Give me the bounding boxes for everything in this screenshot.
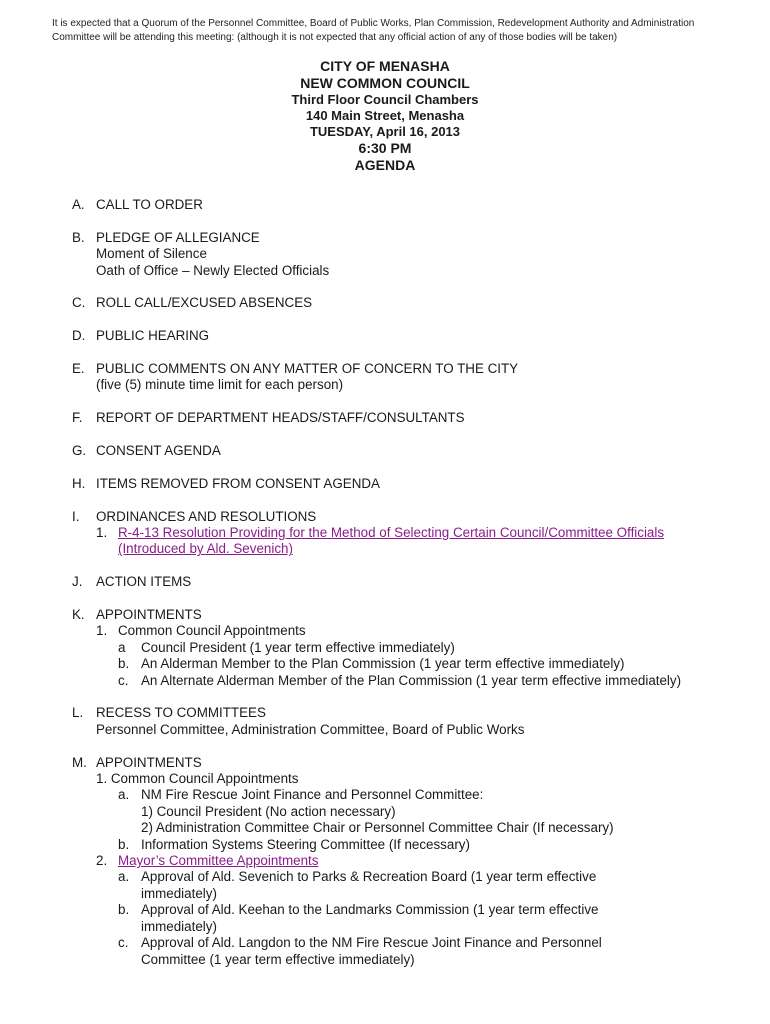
meeting-address: 140 Main Street, Menasha <box>305 108 465 123</box>
section-m <box>72 755 752 968</box>
item-text: An Alternate Alderman Member of the Plan Commission (1 year term effective immediately) <box>141 672 682 688</box>
section-letter: L. <box>72 705 84 721</box>
section-j <box>72 574 752 590</box>
list-item <box>72 656 752 672</box>
section-title: APPOINTMENTS <box>96 607 202 622</box>
section-i <box>72 509 752 558</box>
list-item <box>72 935 752 968</box>
section-title: CALL TO ORDER <box>96 197 203 212</box>
section-letter: C. <box>72 295 86 311</box>
section-letter: I. <box>72 508 80 524</box>
item-letter: a. <box>118 869 130 885</box>
item-text: Approval of Ald. Langdon to the NM Fire Rescue Joint Finance and Personnel Committee (1 year term effective immediately) <box>141 935 602 967</box>
resolution-item <box>72 525 752 558</box>
agenda-list <box>72 197 752 984</box>
mayors-appointments-link[interactable]: Mayor’s Committee Appointments <box>118 853 319 869</box>
agenda-title: AGENDA <box>354 157 416 173</box>
section-l <box>72 705 752 738</box>
item-letter: a <box>118 639 126 655</box>
section-title: REPORT OF DEPARTMENT HEADS/STAFF/CONSULTANTS <box>96 410 465 426</box>
resolution-link[interactable]: R-4-13 Resolution Providing for the Method of Selecting Certain Council/Committee Officials (Introduced by Ald. Sevenich) <box>118 525 665 557</box>
city-name: CITY OF MENASHA <box>320 58 450 74</box>
list-item <box>72 673 752 689</box>
section-b <box>72 230 752 279</box>
list-subitem: 1) Council President (No action necessary) <box>141 803 396 819</box>
section-title: APPOINTMENTS <box>96 754 202 770</box>
list-item <box>72 640 752 656</box>
meeting-date: TUESDAY, April 16, 2013 <box>309 124 461 139</box>
section-letter: A. <box>72 197 85 212</box>
section-title: ROLL CALL/EXCUSED ABSENCES <box>96 295 313 311</box>
section-title: ACTION ITEMS <box>96 574 192 590</box>
item-letter: b. <box>118 656 130 672</box>
item-number: 1. <box>96 623 108 639</box>
item-text: Approval of Ald. Sevenich to Parks & Recreation Board (1 year term effective immediately) <box>141 869 597 901</box>
meeting-location: Third Floor Council Chambers <box>291 92 479 107</box>
section-letter: M. <box>72 754 87 770</box>
section-title: CONSENT AGENDA <box>96 443 221 458</box>
section-letter: E. <box>72 361 85 376</box>
section-letter: H. <box>72 475 86 491</box>
list-item <box>72 902 752 935</box>
list-subitem: 2) Administration Committee Chair or Personnel Committee Chair (If necessary) <box>141 820 614 836</box>
section-line: Oath of Office – Newly Elected Officials <box>96 262 330 278</box>
section-letter: B. <box>72 229 85 245</box>
section-title: ITEMS REMOVED FROM CONSENT AGENDA <box>96 475 380 491</box>
section-letter: G. <box>72 443 87 458</box>
item-text: An Alderman Member to the Plan Commission (1 year term effective immediately) <box>141 656 625 672</box>
section-c <box>72 295 752 311</box>
quorum-notice: It is expected that a Quorum of the Personnel Committee, Board of Public Works, Plan Commission, Redevelopment Authority and Administration Committee will be attending this meeting: (although it is not expected that any official action of any of those bodies will be taken) <box>52 18 695 43</box>
section-d <box>72 328 752 344</box>
council-name: NEW COMMON COUNCIL <box>300 75 470 91</box>
section-title: ORDINANCES AND RESOLUTIONS <box>96 508 317 524</box>
section-title: PUBLIC COMMENTS ON ANY MATTER OF CONCERN TO THE CITY <box>96 361 519 376</box>
item-letter: c. <box>118 935 129 951</box>
section-line: Moment of Silence <box>96 246 207 262</box>
section-f <box>72 410 752 426</box>
section-letter: D. <box>72 328 86 344</box>
item-letter: b. <box>118 836 130 852</box>
item-number: 2. <box>96 853 108 869</box>
item-letter: b. <box>118 902 130 918</box>
section-a <box>72 197 752 213</box>
section-line: Personnel Committee, Administration Committee, Board of Public Works <box>96 721 525 737</box>
section-letter: K. <box>72 607 85 622</box>
list-item <box>72 869 752 902</box>
section-title: PUBLIC HEARING <box>96 328 210 344</box>
item-text: Common Council Appointments <box>118 623 306 639</box>
section-letter: F. <box>72 410 83 426</box>
list-item <box>72 623 752 639</box>
list-item <box>72 787 752 803</box>
section-line: (five (5) minute time limit for each person) <box>96 377 344 393</box>
item-letter: a. <box>118 787 130 803</box>
section-letter: J. <box>72 574 83 590</box>
section-k <box>72 607 752 689</box>
section-title: RECESS TO COMMITTEES <box>96 705 266 721</box>
section-g <box>72 443 752 459</box>
section-title: PLEDGE OF ALLEGIANCE <box>96 229 260 245</box>
list-item: 1. Common Council Appointments <box>96 771 299 787</box>
section-h <box>72 476 752 492</box>
item-letter: c. <box>118 672 129 688</box>
section-e <box>72 361 752 394</box>
item-text: Information Systems Steering Committee (If necessary) <box>141 836 470 852</box>
agenda-header <box>0 58 770 174</box>
item-text: NM Fire Rescue Joint Finance and Personnel Committee: <box>141 787 484 803</box>
meeting-time: 6:30 PM <box>358 140 412 156</box>
item-text: Approval of Ald. Keehan to the Landmarks Commission (1 year term effective immediately) <box>141 902 599 934</box>
list-item <box>72 837 752 853</box>
list-item <box>72 853 752 869</box>
item-number: 1. <box>96 525 108 540</box>
item-text: Council President (1 year term effective immediately) <box>141 639 455 655</box>
